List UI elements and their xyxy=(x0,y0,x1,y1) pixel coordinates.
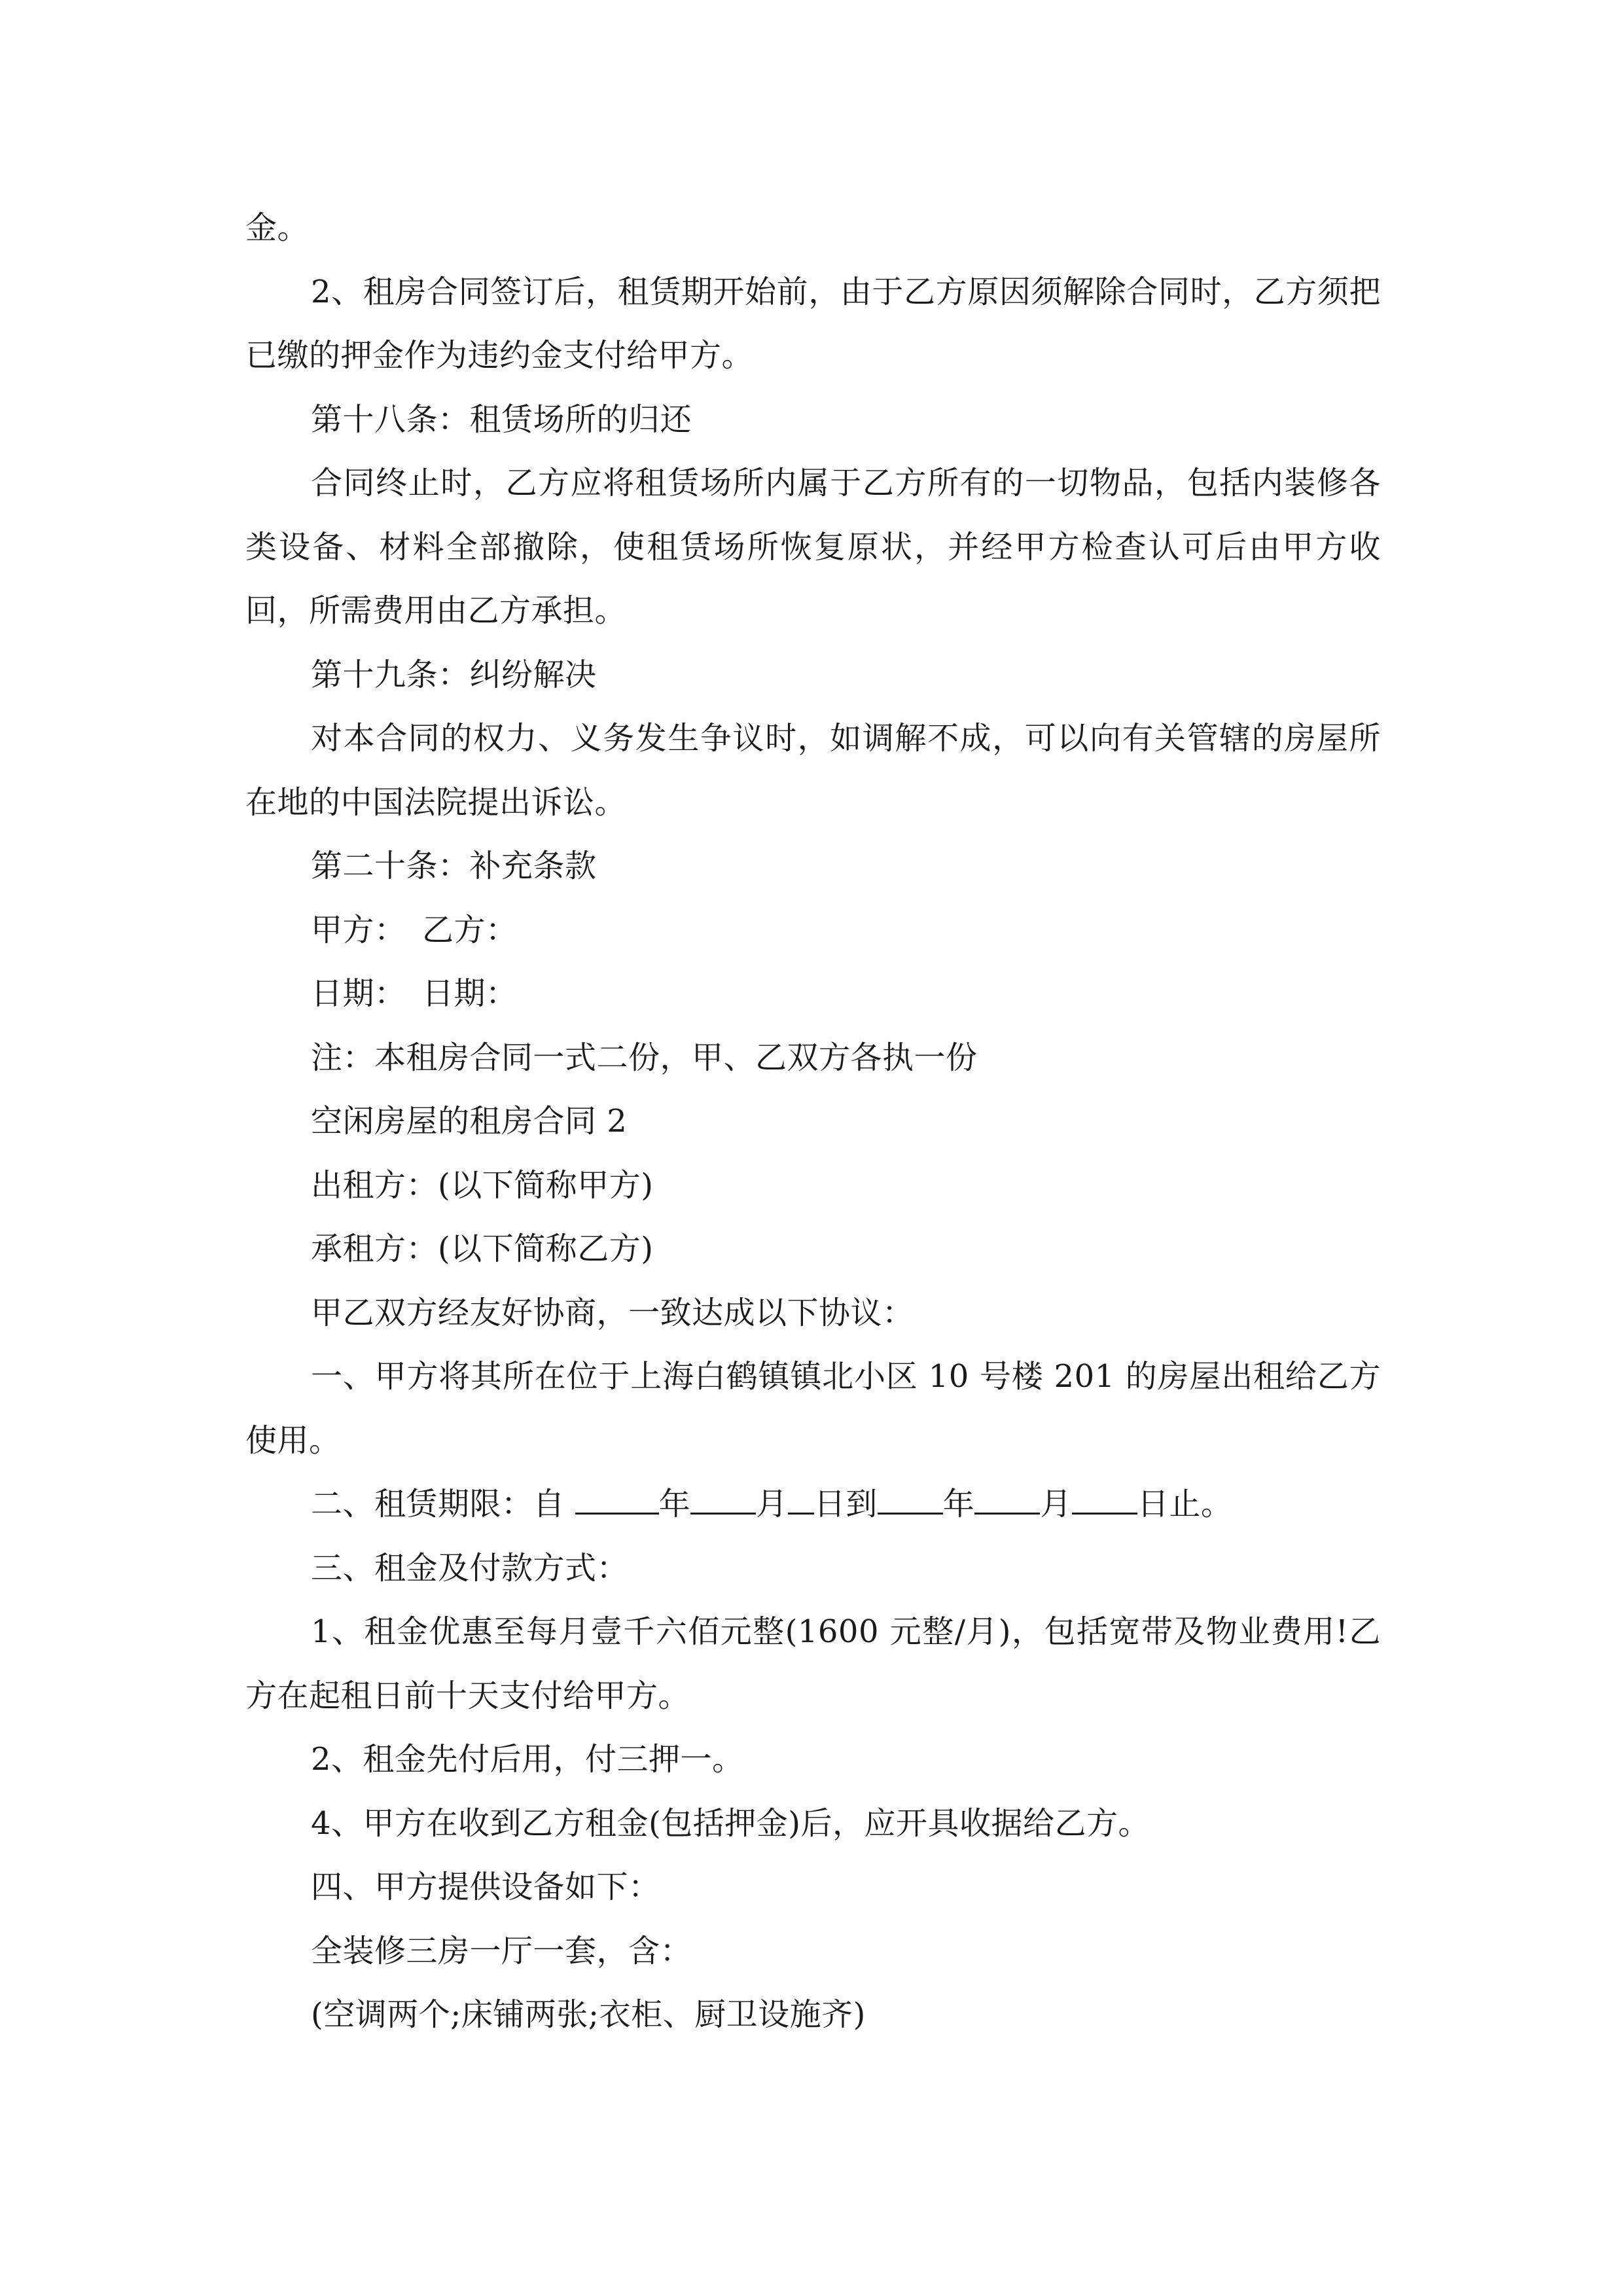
heading-article-18: 第十八条：租赁场所的归还 xyxy=(311,401,692,438)
clause-4-heading: 四、甲方提供设备如下： xyxy=(311,1869,660,1905)
note-copies: 注：本租房合同一式二份，甲、乙双方各执一份 xyxy=(311,1039,978,1076)
clause-3-item-1-rent: 1、租金优惠至每月壹千六佰元整(1600 元整/月)，包括宽带及物业费用!乙方在起租日前十天支付给甲方。 xyxy=(245,1613,1381,1714)
clause-4-equipment-list: (空调两个;床铺两张;衣柜、厨卫设施齐) xyxy=(311,1996,866,2033)
lease-term-month-2: 月 xyxy=(1040,1486,1072,1522)
paragraph-premises-return: 合同终止时，乙方应将租赁场所内属于乙方所有的一切物品，包括内装修各类设备、材料全部撤除，使租赁场所恢复原状，并经甲方检查认可后由甲方收回，所需费用由乙方承担。 xyxy=(245,465,1381,629)
heading-article-19: 第十九条：纠纷解决 xyxy=(311,656,597,693)
signature-parties: 甲方： 乙方： xyxy=(311,911,518,948)
heading-article-20: 第二十条：补充条款 xyxy=(311,848,597,884)
clause-2-lease-term xyxy=(245,1473,1381,1537)
lease-term-end: 日止。 xyxy=(1137,1486,1233,1522)
paragraph-deposit-end: 金。 xyxy=(245,209,310,246)
blank-end-day xyxy=(1072,1486,1137,1515)
lease-term-year-2: 年 xyxy=(942,1486,975,1522)
lease-term-month-1: 月 xyxy=(756,1486,788,1522)
clause-3-item-2-payment: 2、租金先付后用，付三押一。 xyxy=(311,1741,744,1778)
blank-end-month xyxy=(974,1486,1040,1515)
clause-3-item-4-receipt: 4、甲方在收到乙方租金(包括押金)后，应开具收据给乙方。 xyxy=(311,1804,1150,1842)
clause-3-heading: 三、租金及付款方式： xyxy=(311,1549,629,1587)
lease-term-year-1: 年 xyxy=(658,1486,691,1522)
paragraph-termination-penalty: 2、租房合同签订后，租赁期开始前，由于乙方原因须解除合同时，乙方须把已缴的押金作为违约金支付给甲方。 xyxy=(245,273,1381,374)
contract-body xyxy=(245,196,1381,2047)
paragraph-dispute-resolution: 对本合同的权力、义务发生争议时，如调解不成，可以向有关管辖的房屋所在地的中国法院提出诉讼。 xyxy=(245,720,1381,821)
signature-dates: 日期： 日期： xyxy=(311,975,518,1012)
lessor-line: 出租方：(以下简称甲方) xyxy=(311,1166,654,1204)
lessee-line: 承租方：(以下简称乙方) xyxy=(311,1230,654,1267)
clause-1-property: 一、甲方将其所在位于上海白鹤镇镇北小区 10 号楼 201 的房屋出租给乙方使用。 xyxy=(245,1358,1381,1459)
lease-term-lead: 二、租赁期限：自 xyxy=(311,1486,575,1522)
blank-start-month xyxy=(690,1486,756,1515)
blank-start-year xyxy=(575,1486,659,1515)
blank-start-day xyxy=(788,1486,814,1515)
lease-term-day-1: 日到 xyxy=(813,1486,878,1522)
contract-2-title: 空闲房屋的租房合同 2 xyxy=(311,1103,628,1139)
blank-end-year xyxy=(878,1486,943,1515)
clause-4-unit: 全装修三房一厅一套，含： xyxy=(311,1932,692,1969)
agreement-intro: 甲乙双方经友好协商，一致达成以下协议： xyxy=(311,1294,914,1331)
